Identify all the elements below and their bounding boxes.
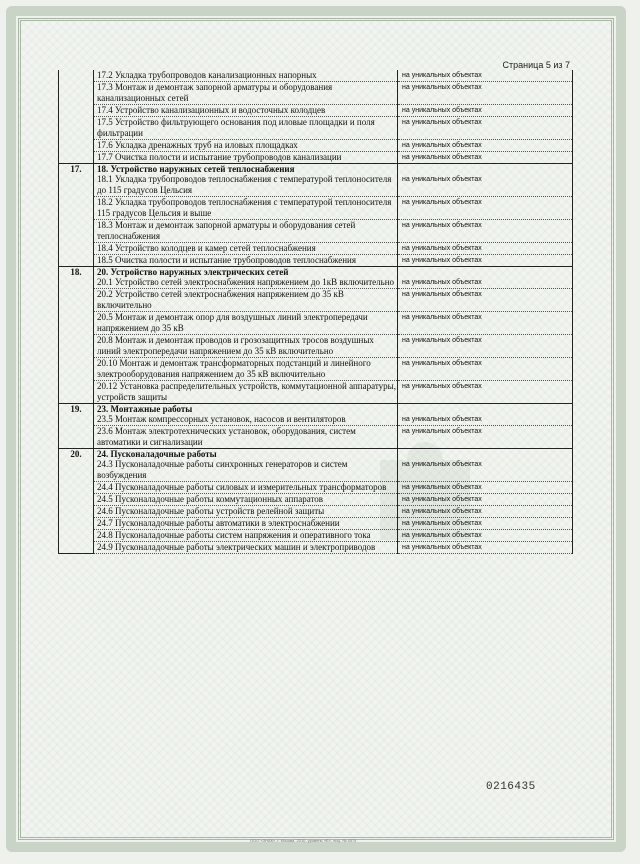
work-item-row [59, 494, 573, 506]
work-item-row [59, 459, 573, 482]
serial-number: 0216435 [486, 781, 536, 793]
page-number: Страница 5 из 7 [502, 60, 570, 70]
number-cell [59, 70, 94, 82]
number-cell [59, 243, 94, 255]
work-item-text: 23.6 Монтаж электротехнических установок, оборудования, систем автоматики и сигнализации [94, 426, 398, 449]
object-type-text: на уникальных объектах [398, 494, 573, 506]
number-cell [59, 117, 94, 140]
object-type-text: на уникальных объектах [398, 70, 573, 82]
object-type-text: на уникальных объектах [398, 117, 573, 140]
number-cell [59, 312, 94, 335]
number-cell [59, 482, 94, 494]
printer-imprint: ООО «ЗНАК», г. Москва, 2010, уровень «Б», лиц. № 4574 [250, 838, 357, 843]
number-cell [59, 82, 94, 105]
object-type-text: на уникальных объектах [398, 277, 573, 289]
work-item-row [59, 117, 573, 140]
object-type-text: на уникальных объектах [398, 197, 573, 220]
section-title: 20. Устройство наружных электрических сетей [94, 267, 398, 278]
work-item-row [59, 542, 573, 554]
work-item-text: 18.3 Монтаж и демонтаж запорной арматуры и оборудования сетей теплоснабжения [94, 220, 398, 243]
work-item-row [59, 255, 573, 267]
object-type-text: на уникальных объектах [398, 82, 573, 105]
number-cell [59, 140, 94, 152]
work-item-row [59, 414, 573, 426]
work-item-text: 18.2 Укладка трубопроводов теплоснабжения с температурой теплоносителя 115 градусов Цельсия и выше [94, 197, 398, 220]
work-item-row [59, 289, 573, 312]
number-cell [59, 152, 94, 164]
work-item-row [59, 518, 573, 530]
work-item-row [59, 82, 573, 105]
section-title: 24. Пусконаладочные работы [94, 449, 398, 460]
section-number: 18. [59, 267, 94, 278]
number-cell [59, 197, 94, 220]
object-type-text: на уникальных объектах [398, 220, 573, 243]
section-object-cell [398, 449, 573, 460]
object-type-text: на уникальных объектах [398, 530, 573, 542]
object-type-text: на уникальных объектах [398, 482, 573, 494]
object-type-text: на уникальных объектах [398, 542, 573, 554]
number-cell [59, 459, 94, 482]
section-title: 18. Устройство наружных сетей теплоснабжения [94, 164, 398, 175]
work-item-text: 17.7 Очистка полости и испытание трубопроводов канализации [94, 152, 398, 164]
section-header-row [59, 404, 573, 415]
number-cell [59, 518, 94, 530]
work-item-text: 17.2 Укладка трубопроводов канализационных напорных [94, 70, 398, 82]
number-cell [59, 381, 94, 404]
section-object-cell [398, 164, 573, 175]
object-type-text: на уникальных объектах [398, 506, 573, 518]
work-item-text: 24.5 Пусконаладочные работы коммутационных аппаратов [94, 494, 398, 506]
object-type-text: на уникальных объектах [398, 381, 573, 404]
object-type-text: на уникальных объектах [398, 255, 573, 267]
section-title: 23. Монтажные работы [94, 404, 398, 415]
work-item-row [59, 358, 573, 381]
section-object-cell [398, 404, 573, 415]
object-type-text: на уникальных объектах [398, 426, 573, 449]
work-item-row [59, 70, 573, 82]
number-cell [59, 174, 94, 197]
section-header-row [59, 267, 573, 278]
work-item-row [59, 381, 573, 404]
object-type-text: на уникальных объектах [398, 105, 573, 117]
work-item-text: 20.5 Монтаж и демонтаж опор для воздушных линий электропередачи напряжением до 35 кВ [94, 312, 398, 335]
work-item-row [59, 506, 573, 518]
section-number: 20. [59, 449, 94, 460]
number-cell [59, 542, 94, 554]
work-item-row [59, 140, 573, 152]
section-number: 17. [59, 164, 94, 175]
work-item-row [59, 426, 573, 449]
number-cell [59, 255, 94, 267]
work-item-row [59, 197, 573, 220]
work-item-text: 24.4 Пусконаладочные работы силовых и измерительных трансформаторов [94, 482, 398, 494]
object-type-text: на уникальных объектах [398, 174, 573, 197]
work-item-row [59, 152, 573, 164]
number-cell [59, 277, 94, 289]
work-item-row [59, 530, 573, 542]
work-item-row [59, 174, 573, 197]
work-item-row [59, 243, 573, 255]
number-cell [59, 414, 94, 426]
section-object-cell [398, 267, 573, 278]
object-type-text: на уникальных объектах [398, 152, 573, 164]
number-cell [59, 289, 94, 312]
work-item-text: 20.8 Монтаж и демонтаж проводов и грозозащитных тросов воздушных линий электропередачи напряжением до 35 кВ включительно [94, 335, 398, 358]
object-type-text: на уникальных объектах [398, 459, 573, 482]
object-type-text: на уникальных объектах [398, 312, 573, 335]
work-item-row [59, 220, 573, 243]
work-item-text: 17.6 Укладка дренажных труб на иловых площадках [94, 140, 398, 152]
work-item-text: 24.6 Пусконаладочные работы устройств релейной защиты [94, 506, 398, 518]
work-item-row [59, 277, 573, 289]
number-cell [59, 426, 94, 449]
work-item-text: 17.3 Монтаж и демонтаж запорной арматуры и оборудования канализационных сетей [94, 82, 398, 105]
work-item-text: 24.8 Пусконаладочные работы систем напряжения и оперативного тока [94, 530, 398, 542]
object-type-text: на уникальных объектах [398, 358, 573, 381]
number-cell [59, 506, 94, 518]
number-cell [59, 105, 94, 117]
work-item-row [59, 335, 573, 358]
work-item-text: 20.1 Устройство сетей электроснабжения напряжением до 1кВ включительно [94, 277, 398, 289]
work-item-text: 18.1 Укладка трубопроводов теплоснабжения с температурой теплоносителя до 115 градусов Цельсия [94, 174, 398, 197]
work-item-text: 24.3 Пусконаладочные работы синхронных генераторов и систем возбуждения [94, 459, 398, 482]
number-cell [59, 335, 94, 358]
object-type-text: на уникальных объектах [398, 289, 573, 312]
work-item-text: 23.5 Монтаж компрессорных установок, насосов и вентиляторов [94, 414, 398, 426]
object-type-text: на уникальных объектах [398, 518, 573, 530]
number-cell [59, 220, 94, 243]
work-item-text: 20.10 Монтаж и демонтаж трансформаторных подстанций и линейного электрооборудования напряжением до 35 кВ включительно [94, 358, 398, 381]
object-type-text: на уникальных объектах [398, 243, 573, 255]
object-type-text: на уникальных объектах [398, 140, 573, 152]
object-type-text: на уникальных объектах [398, 335, 573, 358]
section-header-row [59, 164, 573, 175]
work-item-row [59, 482, 573, 494]
work-item-text: 20.2 Устройство сетей электроснабжения напряжением до 35 кВ включительно [94, 289, 398, 312]
work-item-text: 18.5 Очистка полости и испытание трубопроводов теплоснабжения [94, 255, 398, 267]
work-item-text: 18.4 Устройство колодцев и камер сетей теплоснабжения [94, 243, 398, 255]
work-item-row [59, 105, 573, 117]
works-table [58, 70, 573, 554]
work-item-text: 24.9 Пусконаладочные работы электрических машин и электроприводов [94, 542, 398, 554]
work-item-text: 17.5 Устройство фильтрующего основания под иловые площадки и поля фильтрации [94, 117, 398, 140]
section-header-row [59, 449, 573, 460]
section-number: 19. [59, 404, 94, 415]
work-item-text: 17.4 Устройство канализационных и водосточных колодцев [94, 105, 398, 117]
number-cell [59, 494, 94, 506]
number-cell [59, 358, 94, 381]
work-item-text: 24.7 Пусконаладочные работы автоматики в электроснабжении [94, 518, 398, 530]
work-item-row [59, 312, 573, 335]
number-cell [59, 530, 94, 542]
work-item-text: 20.12 Установка распределительных устройств, коммутационной аппаратуры, устройств защиты [94, 381, 398, 404]
object-type-text: на уникальных объектах [398, 414, 573, 426]
